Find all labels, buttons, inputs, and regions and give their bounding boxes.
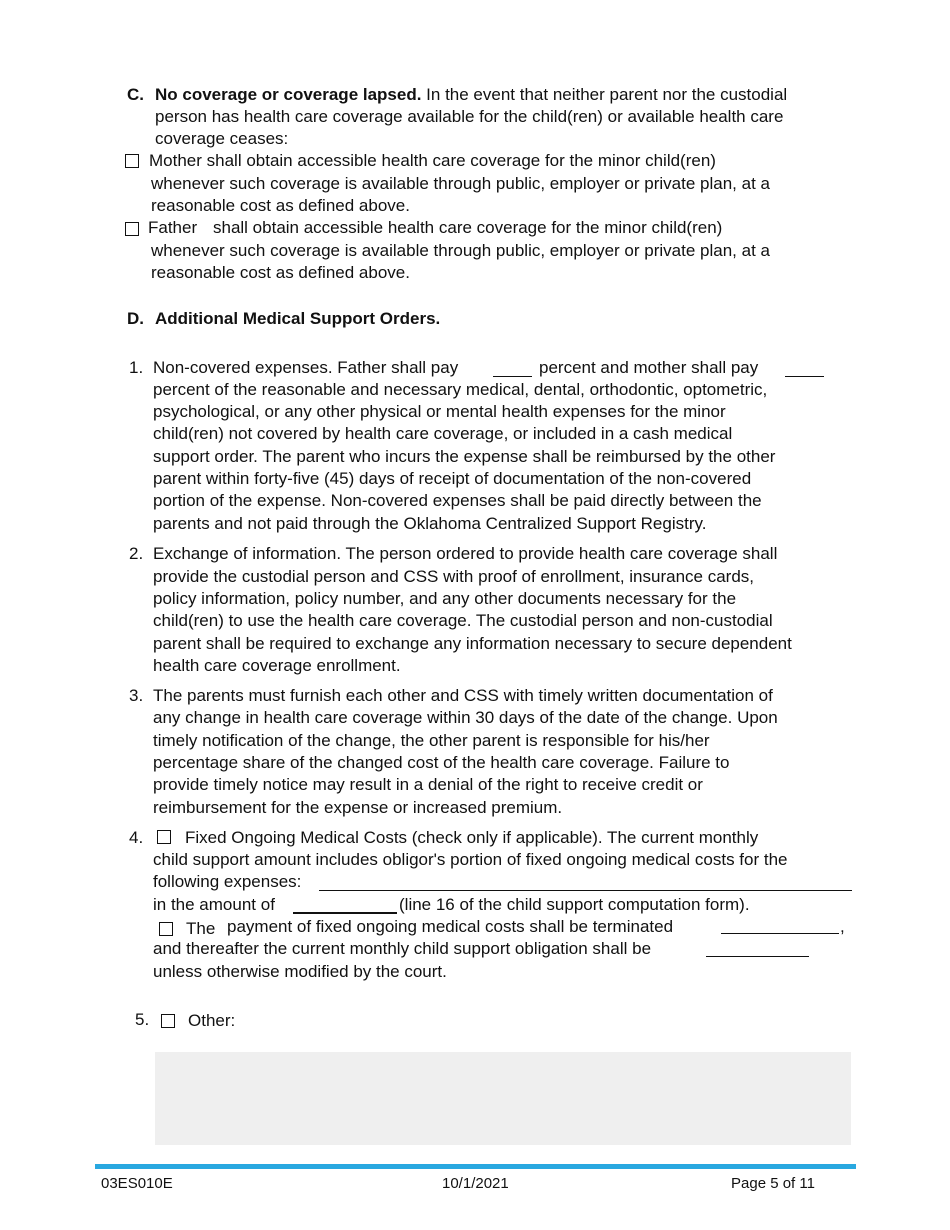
item4-line5a: The: [186, 919, 216, 938]
fixed-medical-costs-checkbox[interactable]: [157, 830, 171, 844]
termination-checkbox[interactable]: [159, 922, 173, 936]
item4-line1: Fixed Ongoing Medical Costs (check only if applicable). The current monthly: [185, 828, 759, 847]
item1-line8: parents and not paid through the Oklahoma Centralized Support Registry.: [153, 514, 707, 533]
item2-line4: child(ren) to use the health care coverage. The custodial person and non-custodial: [153, 611, 773, 630]
item2-number: 2.: [129, 544, 144, 563]
mother-coverage-line1: Mother shall obtain accessible health care coverage for the minor child(ren): [149, 151, 716, 170]
item2-line2: provide the custodial person and CSS with proof of enrollment, insurance cards,: [153, 567, 754, 586]
following-expenses-field[interactable]: [319, 890, 852, 891]
item4-line7: unless otherwise modified by the court.: [153, 962, 447, 981]
item1-line1a: Non-covered expenses. Father shall pay: [153, 358, 459, 377]
item1-line7: portion of the expense. Non-covered expenses shall be paid directly between the: [153, 491, 762, 510]
section-c-intro-line2: person has health care coverage available for the child(ren) or available health care: [155, 107, 784, 126]
item4-comma: ,: [840, 917, 845, 936]
amount-field[interactable]: [293, 912, 397, 914]
item3-line3: timely notification of the change, the other parent is responsible for his/her: [153, 731, 710, 750]
item4-line2: child support amount includes obligor's portion of fixed ongoing medical costs for the: [153, 850, 788, 869]
item4-line3: following expenses:: [153, 872, 302, 891]
item2-line6: health care coverage enrollment.: [153, 656, 401, 675]
section-d-letter: D.: [127, 309, 144, 328]
father-coverage-line2: whenever such coverage is available through public, employer or private plan, at a: [151, 241, 770, 260]
item3-line4: percentage share of the changed cost of the health care coverage. Failure to: [153, 753, 730, 772]
item4-line4a: in the amount of: [153, 895, 275, 914]
item1-line4: child(ren) not covered by health care coverage, or included in a cash medical: [153, 424, 733, 443]
section-c-letter: C.: [127, 85, 144, 104]
other-checkbox[interactable]: [161, 1014, 175, 1028]
section-c-intro-text: In the event that neither parent nor the custodial: [421, 85, 788, 104]
item1-line5: support order. The parent who incurs the expense shall be reimbursed by the other: [153, 447, 776, 466]
item4-line5b: payment of fixed ongoing medical costs shall be terminated: [227, 917, 674, 936]
item1-line6: parent within forty-five (45) days of receipt of documentation of the non-covered: [153, 469, 752, 488]
mother-coverage-line3: reasonable cost as defined above.: [151, 196, 410, 215]
father-coverage-line1: shall obtain accessible health care coverage for the minor child(ren): [213, 218, 723, 237]
termination-date-field[interactable]: [721, 933, 839, 934]
other-label: Other:: [188, 1011, 236, 1030]
item4-line4b: (line 16 of the child support computation form).: [399, 895, 750, 914]
father-coverage-word: Father: [148, 218, 198, 237]
item3-number: 3.: [129, 686, 144, 705]
father-percent-field[interactable]: [493, 376, 532, 377]
item4-line6: and thereafter the current monthly child support obligation shall be: [153, 939, 652, 958]
footer-divider: [95, 1164, 856, 1169]
section-c-intro-line1: [155, 84, 787, 106]
page-number: Page 5 of 11: [731, 1175, 815, 1192]
section-d-heading: Additional Medical Support Orders.: [155, 309, 441, 328]
mother-coverage-line2: whenever such coverage is available through public, employer or private plan, at a: [151, 174, 770, 193]
item5-number: 5.: [135, 1010, 150, 1029]
item1-number: 1.: [129, 358, 144, 377]
item1-line3: psychological, or any other physical or mental health expenses for the minor: [153, 402, 726, 421]
father-coverage-line3: reasonable cost as defined above.: [151, 263, 410, 282]
item2-line1: Exchange of information. The person ordered to provide health care coverage shall: [153, 544, 778, 563]
item2-line5: parent shall be required to exchange any information necessary to secure dependent: [153, 634, 792, 653]
mother-coverage-checkbox[interactable]: [125, 154, 139, 168]
form-code: 03ES010E: [101, 1175, 173, 1192]
item3-line1: The parents must furnish each other and CSS with timely written documentation of: [153, 686, 773, 705]
father-coverage-checkbox[interactable]: [125, 222, 139, 236]
section-c-heading: No coverage or coverage lapsed.: [155, 85, 422, 104]
item1-line2: percent of the reasonable and necessary medical, dental, orthodontic, optometric,: [153, 380, 768, 399]
new-obligation-field[interactable]: [706, 956, 809, 957]
item1-line1b: percent and mother shall pay: [539, 358, 759, 377]
other-text-area[interactable]: [155, 1052, 851, 1145]
item2-line3: policy information, policy number, and any other documents necessary for the: [153, 589, 737, 608]
item3-line5: provide timely notice may result in a denial of the right to receive credit or: [153, 775, 703, 794]
revision-date: 10/1/2021: [442, 1175, 509, 1192]
item3-line2: any change in health care coverage within 30 days of the date of the change. Upon: [153, 708, 778, 727]
item4-number: 4.: [129, 828, 144, 847]
item3-line6: reimbursement for the expense or increased premium.: [153, 798, 563, 817]
section-c-intro-line3: coverage ceases:: [155, 129, 289, 148]
mother-percent-field[interactable]: [785, 376, 824, 377]
